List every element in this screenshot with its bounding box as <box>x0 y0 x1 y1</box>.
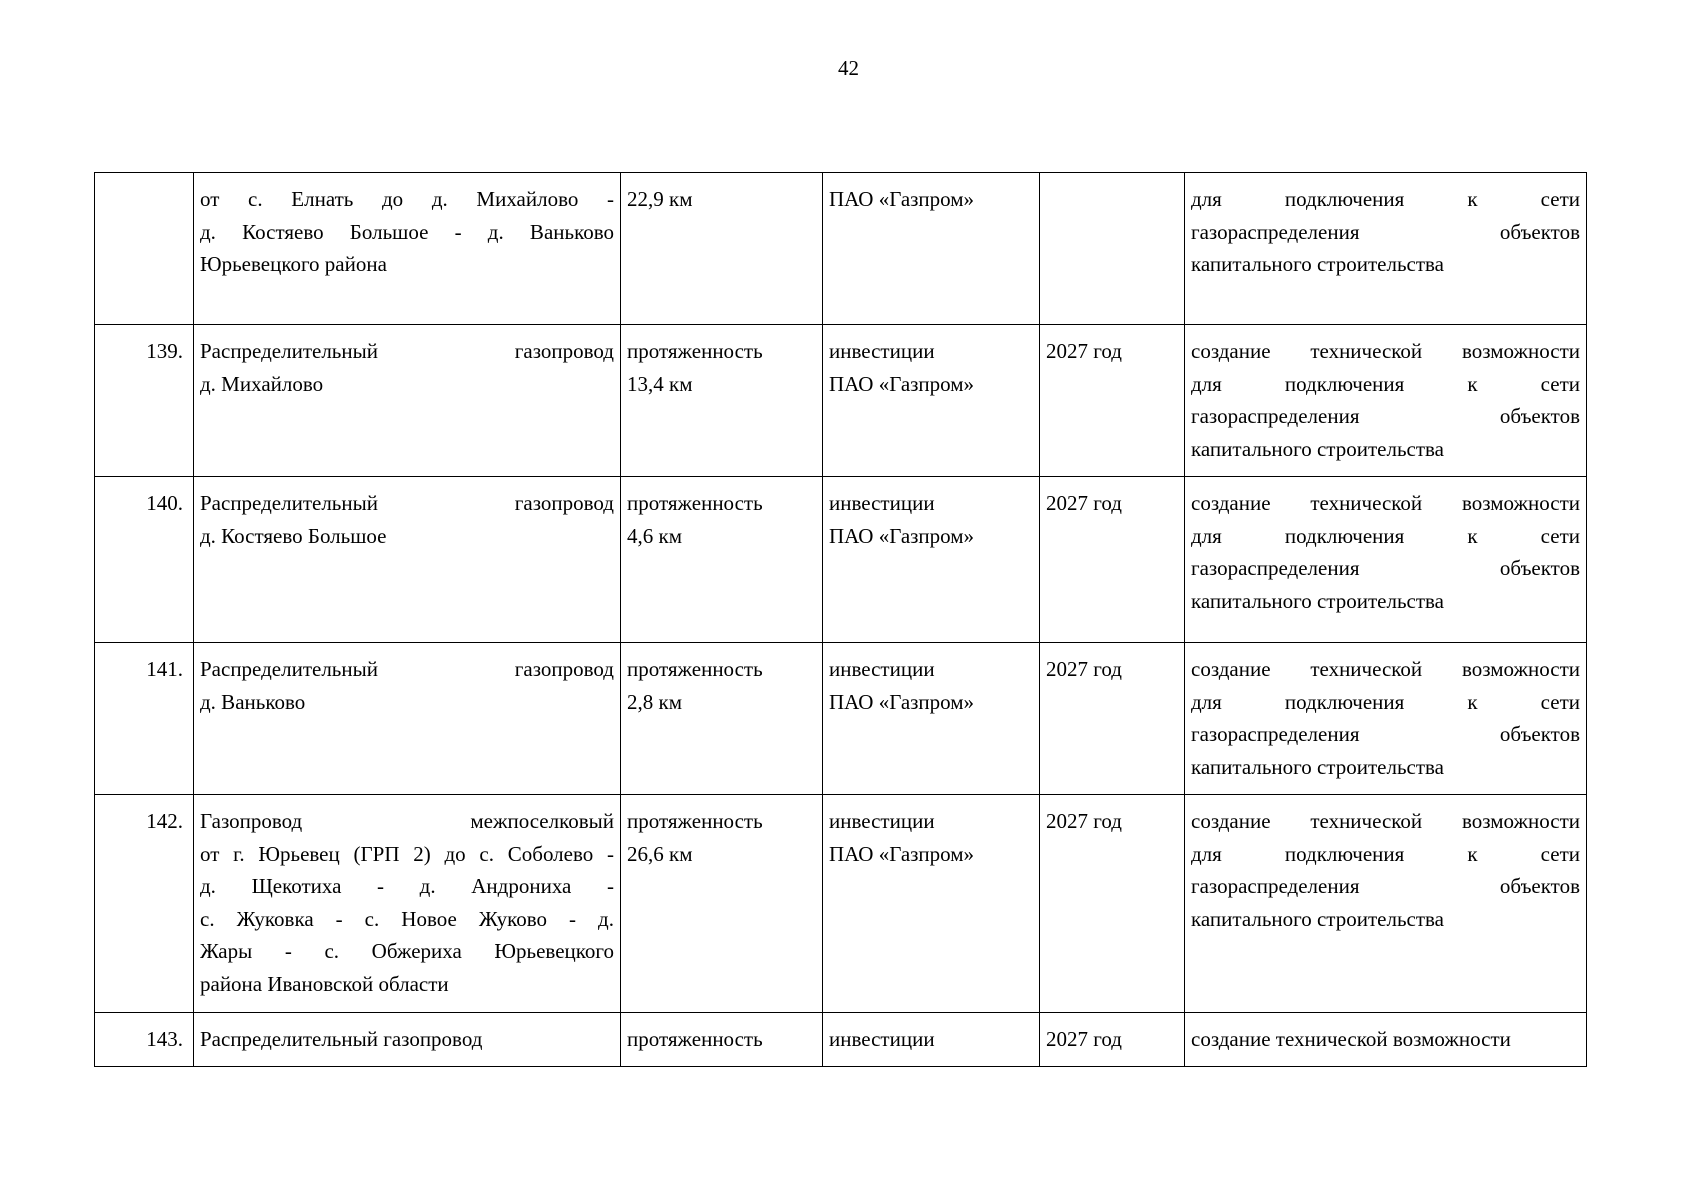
purpose-cell-line: капитального строительства <box>1191 252 1444 276</box>
object-name-cell-line: района Ивановской области <box>200 971 449 996</box>
object-name-cell-line: Распределительный газопровод <box>200 1027 483 1051</box>
purpose-cell-line: создание технической возможности <box>1191 657 1580 681</box>
purpose-cell-line: для подключения к сети <box>1191 187 1580 211</box>
funding-source-cell <box>823 1013 1040 1067</box>
funding-source-cell-line: инвестиции <box>829 339 935 363</box>
purpose-cell-line: создание технической возможности <box>1191 491 1580 515</box>
purpose-cell-line: для подключения к сети <box>1191 841 1580 866</box>
purpose-cell-line: создание технической возможности <box>1191 1027 1511 1051</box>
object-name-cell-line: д. Щекотиха - д. Андрониха - <box>200 874 614 898</box>
parameter-cell-line: 4,6 км <box>627 523 682 548</box>
year-cell: 2027 год <box>1040 325 1185 477</box>
funding-source-cell-line: ПАО «Газпром» <box>829 689 975 714</box>
object-name-cell <box>194 795 621 1013</box>
object-name-cell-line: Жары - с. Обжериха Юрьевецкого <box>200 939 614 963</box>
purpose-cell-line: создание технической возможности <box>1191 339 1580 363</box>
row-number-cell <box>95 173 194 325</box>
purpose-cell-line: капитального строительства <box>1191 436 1444 461</box>
year-cell: 2027 год <box>1040 477 1185 643</box>
funding-source-cell <box>823 477 1040 643</box>
funding-source-cell <box>823 325 1040 477</box>
object-name-cell-line: от с. Елнать до д. Михайлово - <box>200 187 614 211</box>
purpose-cell-line: газораспределения объектов <box>1191 556 1580 580</box>
row-number-cell: 140. <box>95 477 194 643</box>
parameter-cell <box>621 795 823 1013</box>
purpose-cell <box>1185 325 1587 477</box>
object-name-cell <box>194 1013 621 1067</box>
parameter-cell-line: 26,6 км <box>627 841 693 866</box>
purpose-cell-line: газораспределения объектов <box>1191 874 1580 898</box>
parameter-cell <box>621 173 823 325</box>
parameter-cell <box>621 325 823 477</box>
table-row <box>95 325 1587 477</box>
year-cell: 2027 год <box>1040 1013 1185 1067</box>
object-name-cell <box>194 643 621 795</box>
funding-source-cell-line: ПАО «Газпром» <box>829 523 975 548</box>
purpose-cell-line: для подключения к сети <box>1191 523 1580 548</box>
funding-source-cell-line: ПАО «Газпром» <box>829 841 975 866</box>
object-name-cell-line: Распределительный газопровод <box>200 491 614 515</box>
object-name-cell-line: Юрьевецкого района <box>200 252 387 276</box>
table-row <box>95 795 1587 1013</box>
purpose-cell-line: капитального строительства <box>1191 906 1444 931</box>
parameter-cell-line: протяженность <box>627 339 763 363</box>
table-body <box>95 173 1587 1067</box>
year-cell: 2027 год <box>1040 643 1185 795</box>
table-row <box>95 1013 1587 1067</box>
purpose-cell-line: газораспределения объектов <box>1191 219 1580 244</box>
purpose-cell-line: для подключения к сети <box>1191 689 1580 714</box>
object-name-cell-line: от г. Юрьевец (ГРП 2) до с. Соболево - <box>200 841 614 866</box>
row-number-cell: 143. <box>95 1013 194 1067</box>
parameter-cell-line: протяженность <box>627 657 763 681</box>
table-row <box>95 477 1587 643</box>
parameter-cell-line: протяженность <box>627 491 763 515</box>
page-number: 42 <box>838 56 859 80</box>
funding-source-cell-line: инвестиции <box>829 657 935 681</box>
funding-source-cell-line: ПАО «Газпром» <box>829 371 975 396</box>
purpose-cell-line: для подключения к сети <box>1191 371 1580 396</box>
funding-source-cell <box>823 795 1040 1013</box>
object-name-cell <box>194 173 621 325</box>
object-name-cell-line: д. Михайлово <box>200 371 324 396</box>
purpose-cell-line: капитального строительства <box>1191 754 1444 779</box>
object-name-cell-line: Газопровод межпоселковый <box>200 809 614 833</box>
table-row <box>95 643 1587 795</box>
object-name-cell-line: д. Ваньково <box>200 689 306 714</box>
row-number-cell: 139. <box>95 325 194 477</box>
object-name-cell <box>194 325 621 477</box>
purpose-cell <box>1185 173 1587 325</box>
purpose-cell-line: газораспределения объектов <box>1191 722 1580 746</box>
funding-source-cell <box>823 173 1040 325</box>
purpose-cell <box>1185 477 1587 643</box>
parameter-cell-line: протяженность <box>627 1027 763 1051</box>
object-name-cell-line: Распределительный газопровод <box>200 657 614 681</box>
purpose-cell-line: капитального строительства <box>1191 588 1444 613</box>
funding-source-cell-line: инвестиции <box>829 491 935 515</box>
purpose-cell-line: газораспределения объектов <box>1191 404 1580 428</box>
object-name-cell-line: с. Жуковка - с. Новое Жуково - д. <box>200 906 614 931</box>
row-number-cell: 142. <box>95 795 194 1013</box>
year-cell <box>1040 173 1185 325</box>
parameter-cell <box>621 477 823 643</box>
parameter-cell-line: протяженность <box>627 809 763 833</box>
parameter-cell <box>621 643 823 795</box>
parameter-cell <box>621 1013 823 1067</box>
infrastructure-table <box>94 172 1587 1067</box>
funding-source-cell-line: инвестиции <box>829 809 935 833</box>
parameter-cell-line: 22,9 км <box>627 187 693 211</box>
object-name-cell <box>194 477 621 643</box>
purpose-cell-line: создание технической возможности <box>1191 809 1580 833</box>
year-cell: 2027 год <box>1040 795 1185 1013</box>
object-name-cell-line: д. Костяево Большое - д. Ваньково <box>200 219 614 244</box>
parameter-cell-line: 13,4 км <box>627 371 693 396</box>
table-row <box>95 173 1587 325</box>
purpose-cell <box>1185 795 1587 1013</box>
row-number-cell: 141. <box>95 643 194 795</box>
funding-source-cell <box>823 643 1040 795</box>
object-name-cell-line: д. Костяево Большое <box>200 523 387 548</box>
purpose-cell <box>1185 643 1587 795</box>
funding-source-cell-line: ПАО «Газпром» <box>829 187 975 211</box>
funding-source-cell-line: инвестиции <box>829 1027 935 1051</box>
parameter-cell-line: 2,8 км <box>627 689 682 714</box>
object-name-cell-line: Распределительный газопровод <box>200 339 614 363</box>
purpose-cell <box>1185 1013 1587 1067</box>
